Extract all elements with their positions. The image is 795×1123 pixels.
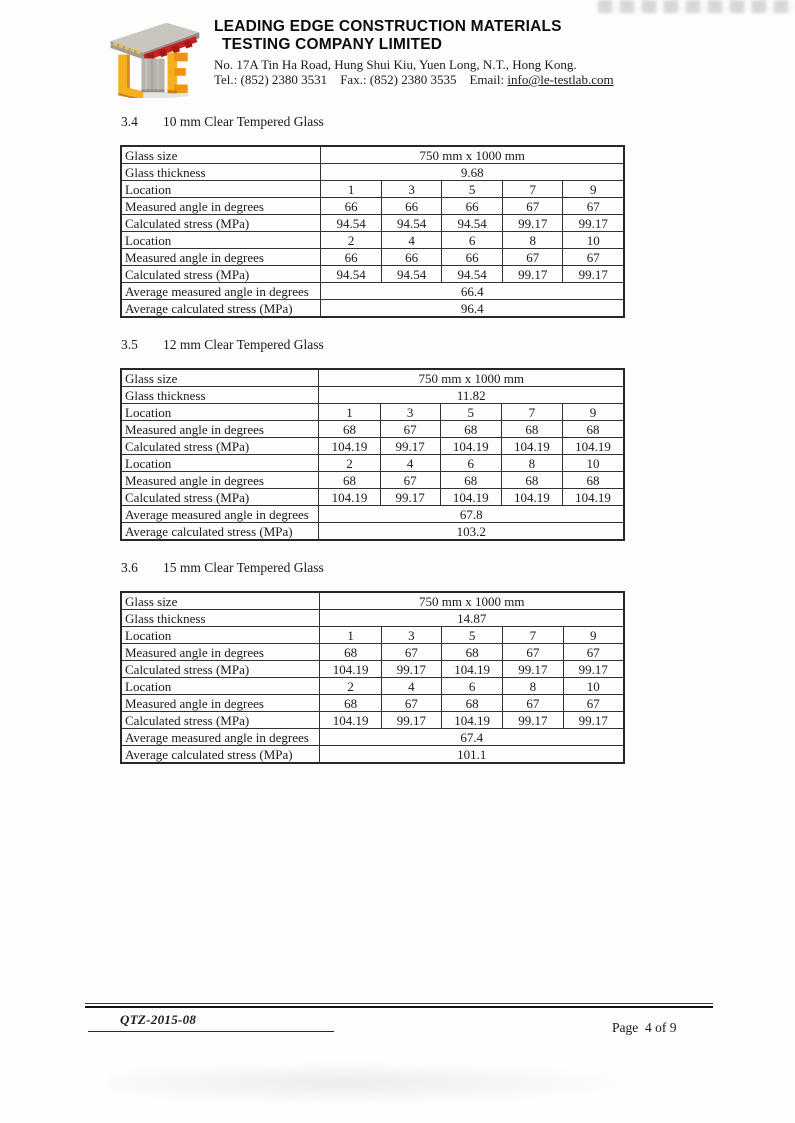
cell: 5	[442, 181, 503, 198]
row-label: Glass size	[121, 369, 319, 387]
row-label: Glass size	[121, 592, 320, 610]
table-row	[121, 712, 624, 729]
table-row	[121, 695, 624, 712]
cell: 104.19	[319, 438, 380, 455]
company-name-line2: TESTING COMPANY LIMITED	[222, 36, 443, 53]
row-label: Average measured angle in degrees	[121, 729, 320, 746]
cell: 94.54	[381, 215, 442, 232]
cell: 67	[503, 695, 563, 712]
letterhead	[104, 16, 614, 98]
table-row	[121, 146, 624, 164]
email-text: info@le-testlab.com	[507, 72, 614, 87]
cell: 68	[442, 644, 503, 661]
cell: 99.17	[503, 712, 563, 729]
cell: 6	[442, 678, 503, 695]
cell: 104.19	[562, 438, 624, 455]
table-row	[121, 283, 624, 300]
cell: 94.54	[321, 215, 382, 232]
table-row	[121, 661, 624, 678]
cell: 1	[320, 627, 381, 644]
results-table	[120, 368, 625, 541]
cell: 66	[381, 198, 442, 215]
row-label: Calculated stress (MPa)	[121, 712, 320, 729]
section-number: 3.5	[121, 337, 138, 352]
row-label: Calculated stress (MPa)	[121, 438, 319, 455]
cell-span: 67.8	[319, 506, 624, 523]
row-label: Glass thickness	[121, 164, 321, 181]
cell: 9	[563, 627, 624, 644]
results-table	[120, 591, 625, 764]
cell: 104.19	[319, 489, 380, 506]
cell: 68	[501, 472, 562, 489]
company-address: No. 17A Tin Ha Road, Hung Shui Kiu, Yuen Long, N.T., Hong Kong.	[214, 57, 577, 72]
cell-span: 67.4	[320, 729, 624, 746]
cell: 99.17	[380, 438, 440, 455]
row-label: Measured angle in degrees	[121, 472, 319, 489]
table-row	[121, 369, 624, 387]
row-label: Calculated stress (MPa)	[121, 215, 321, 232]
table-row	[121, 472, 624, 489]
cell: 67	[563, 198, 624, 215]
row-label: Average calculated stress (MPa)	[121, 523, 319, 541]
report-reference: QTZ-2015-08	[88, 1011, 334, 1032]
table-row	[121, 678, 624, 695]
table-row	[121, 644, 624, 661]
table-row	[121, 266, 624, 283]
cell: 99.17	[380, 489, 440, 506]
tel-text: Tel.: (852) 2380 3531	[214, 72, 328, 87]
company-logo-icon	[104, 16, 202, 98]
cell-span: 9.68	[321, 164, 624, 181]
cell: 7	[501, 404, 562, 421]
cell: 99.17	[502, 215, 563, 232]
company-contact-line	[214, 72, 614, 87]
table-row	[121, 404, 624, 421]
section-title: 10 mm Clear Tempered Glass	[163, 114, 324, 129]
table-row	[121, 181, 624, 198]
table-row	[121, 489, 624, 506]
footer-rule	[85, 1003, 713, 1008]
section-heading	[121, 559, 625, 576]
table-row	[121, 421, 624, 438]
cell: 68	[440, 472, 501, 489]
row-label: Calculated stress (MPa)	[121, 489, 319, 506]
letterhead-text	[214, 16, 614, 87]
cell: 104.19	[320, 712, 381, 729]
table-row	[121, 232, 624, 249]
cell: 94.54	[321, 266, 382, 283]
cell: 68	[501, 421, 562, 438]
cell: 2	[320, 678, 381, 695]
cell: 68	[440, 421, 501, 438]
table-row	[121, 729, 624, 746]
cell: 5	[442, 627, 503, 644]
cell: 68	[319, 421, 380, 438]
row-label: Location	[121, 181, 321, 198]
section-3.6	[120, 559, 625, 764]
cell-span: 66.4	[321, 283, 624, 300]
cell: 66	[442, 198, 503, 215]
cell: 104.19	[442, 712, 503, 729]
section-title: 15 mm Clear Tempered Glass	[163, 560, 324, 575]
company-name-line1: LEADING EDGE CONSTRUCTION MATERIALS	[214, 18, 562, 35]
cell-span: 101.1	[320, 746, 624, 764]
cell: 7	[502, 181, 563, 198]
table-row	[121, 592, 624, 610]
cell-span: 11.82	[319, 387, 624, 404]
cell: 8	[503, 678, 563, 695]
cell: 5	[440, 404, 501, 421]
cell: 99.17	[381, 712, 441, 729]
table-row	[121, 610, 624, 627]
row-label: Measured angle in degrees	[121, 421, 319, 438]
cell: 10	[562, 455, 624, 472]
cell-span: 96.4	[321, 300, 624, 318]
cell: 104.19	[501, 489, 562, 506]
row-label: Average measured angle in degrees	[121, 283, 321, 300]
cell: 3	[381, 627, 441, 644]
table-row	[121, 198, 624, 215]
cell: 99.17	[381, 661, 441, 678]
cell: 67	[502, 249, 563, 266]
table-row	[121, 506, 624, 523]
cell: 1	[321, 181, 382, 198]
cell: 94.54	[442, 266, 503, 283]
cell: 66	[321, 249, 382, 266]
cell: 68	[319, 472, 380, 489]
cell: 2	[319, 455, 380, 472]
cell: 99.17	[563, 266, 624, 283]
email-label: Email:	[469, 72, 505, 87]
table-row	[121, 455, 624, 472]
row-label: Location	[121, 404, 319, 421]
cell: 94.54	[442, 215, 503, 232]
row-label: Location	[121, 232, 321, 249]
row-label: Location	[121, 455, 319, 472]
cell: 67	[380, 472, 440, 489]
cell: 99.17	[502, 266, 563, 283]
section-title: 12 mm Clear Tempered Glass	[163, 337, 324, 352]
cell: 2	[321, 232, 382, 249]
cell: 67	[502, 198, 563, 215]
section-heading	[121, 113, 625, 130]
fax-text: Fax.: (852) 2380 3535	[340, 72, 457, 87]
cell: 4	[381, 232, 442, 249]
row-label: Average measured angle in degrees	[121, 506, 319, 523]
row-label: Glass size	[121, 146, 321, 164]
section-number: 3.6	[121, 560, 138, 575]
cell: 67	[563, 695, 624, 712]
row-label: Measured angle in degrees	[121, 249, 321, 266]
cell: 68	[442, 695, 503, 712]
cell: 104.19	[442, 661, 503, 678]
table-row	[121, 746, 624, 764]
cell-span: 750 mm x 1000 mm	[319, 369, 624, 387]
cell: 4	[380, 455, 440, 472]
cell: 67	[380, 421, 440, 438]
cell: 104.19	[320, 661, 381, 678]
cell: 1	[319, 404, 380, 421]
cell: 68	[562, 421, 624, 438]
section-3.4	[120, 113, 625, 318]
cell: 68	[562, 472, 624, 489]
row-label: Measured angle in degrees	[121, 695, 320, 712]
section-number: 3.4	[121, 114, 138, 129]
row-label: Measured angle in degrees	[121, 198, 321, 215]
cell: 4	[381, 678, 441, 695]
table-row	[121, 523, 624, 541]
cell: 9	[562, 404, 624, 421]
cell: 9	[563, 181, 624, 198]
cell: 68	[320, 695, 381, 712]
cell: 104.19	[440, 438, 501, 455]
report-sections	[120, 113, 625, 782]
row-label: Location	[121, 627, 320, 644]
cell: 67	[563, 644, 624, 661]
table-row	[121, 438, 624, 455]
table-row	[121, 387, 624, 404]
cell: 6	[440, 455, 501, 472]
scan-artifact	[110, 1062, 630, 1104]
cell: 10	[563, 232, 624, 249]
cell: 99.17	[563, 661, 624, 678]
table-row	[121, 164, 624, 181]
table-row	[121, 300, 624, 318]
cell: 8	[501, 455, 562, 472]
cell: 67	[563, 249, 624, 266]
cell-span: 750 mm x 1000 mm	[321, 146, 624, 164]
cell: 66	[381, 249, 442, 266]
cell: 66	[442, 249, 503, 266]
cell: 66	[321, 198, 382, 215]
cell: 67	[503, 644, 563, 661]
cell: 99.17	[563, 215, 624, 232]
page-number: Page 4 of 9	[612, 1020, 677, 1035]
row-label: Calculated stress (MPa)	[121, 661, 320, 678]
scan-artifact	[598, 0, 795, 13]
cell: 67	[381, 695, 441, 712]
cell: 99.17	[563, 712, 624, 729]
cell: 8	[502, 232, 563, 249]
cell-span: 750 mm x 1000 mm	[320, 592, 624, 610]
row-label: Calculated stress (MPa)	[121, 266, 321, 283]
cell: 67	[381, 644, 441, 661]
cell: 104.19	[440, 489, 501, 506]
row-label: Average calculated stress (MPa)	[121, 746, 320, 764]
results-table	[120, 145, 625, 318]
cell: 3	[381, 181, 442, 198]
row-label: Average calculated stress (MPa)	[121, 300, 321, 318]
cell: 104.19	[501, 438, 562, 455]
cell: 104.19	[562, 489, 624, 506]
cell: 68	[320, 644, 381, 661]
table-row	[121, 249, 624, 266]
row-label: Glass thickness	[121, 610, 320, 627]
table-row	[121, 627, 624, 644]
cell: 94.54	[381, 266, 442, 283]
cell-span: 103.2	[319, 523, 624, 541]
section-heading	[121, 336, 625, 353]
cell-span: 14.87	[320, 610, 624, 627]
cell: 6	[442, 232, 503, 249]
row-label: Measured angle in degrees	[121, 644, 320, 661]
table-row	[121, 215, 624, 232]
row-label: Glass thickness	[121, 387, 319, 404]
cell: 7	[503, 627, 563, 644]
row-label: Location	[121, 678, 320, 695]
cell: 10	[563, 678, 624, 695]
cell: 99.17	[503, 661, 563, 678]
section-3.5	[120, 336, 625, 541]
cell: 3	[380, 404, 440, 421]
